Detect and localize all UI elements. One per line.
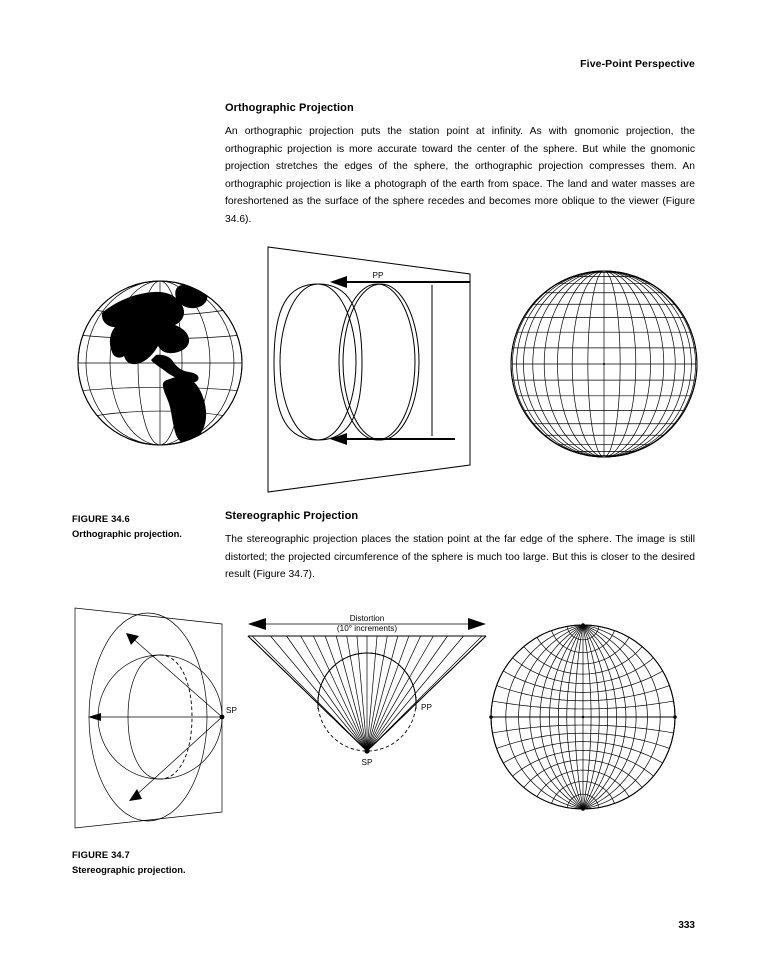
figure-34-7-graphic: [0, 600, 765, 835]
orthographic-projection-grid: [511, 271, 697, 457]
label-distortion-line2: (10° increments): [336, 624, 398, 633]
label-pp-orthographic: PP: [372, 271, 384, 280]
globe-earth: [78, 281, 242, 445]
figure-34-6-caption: [72, 512, 222, 541]
figure-34-6-number: FIGURE 34.6: [72, 513, 130, 524]
heading-stereographic-projection: Stereographic Projection: [225, 510, 359, 522]
section-orthographic: [225, 102, 695, 229]
page-number: 333: [678, 920, 695, 931]
distortion-fan-diagram: [248, 614, 486, 767]
stereographic-construction-diagram: [75, 608, 237, 828]
paragraph-stereographic-projection: The stereographic projection places the station point at the far edge of the sphere. The image is still distorted; the projected circumference of the sphere is much too large. But this is closer to the desired result (Figure 34.7).: [225, 534, 695, 581]
figure-34-6-title: Orthographic projection.: [72, 527, 182, 539]
label-sp-left: SP: [226, 706, 237, 715]
label-distortion-line1: Distortion: [349, 614, 385, 623]
orthographic-construction-diagram: [268, 247, 470, 492]
stereographic-projection-grid: [489, 623, 677, 811]
figure-34-7-caption: [72, 848, 222, 877]
section-stereographic: [225, 510, 695, 584]
paragraph-orthographic-projection: An orthographic projection puts the station point at infinity. As with gnomonic projection, the orthographic projection is more accurate toward the center of the sphere. But while the gnomonic projection stretches the edges of the sphere, the orthographic projection compresses them. An orthographic projection is like a photograph of the earth from space. The land and water masses are foreshortened as the surface of the sphere recedes and becomes more oblique to the viewer (Figure 34.6).: [225, 126, 695, 225]
figure-34-7-number: FIGURE 34.7: [72, 849, 130, 860]
figure-34-6-graphic: [0, 246, 765, 486]
label-pp-fan: PP: [421, 703, 432, 712]
running-head: Five-Point Perspective: [580, 58, 695, 70]
heading-orthographic-projection: Orthographic Projection: [225, 102, 354, 114]
figure-34-7-title: Stereographic projection.: [72, 863, 186, 875]
label-sp-fan: SP: [361, 758, 373, 767]
